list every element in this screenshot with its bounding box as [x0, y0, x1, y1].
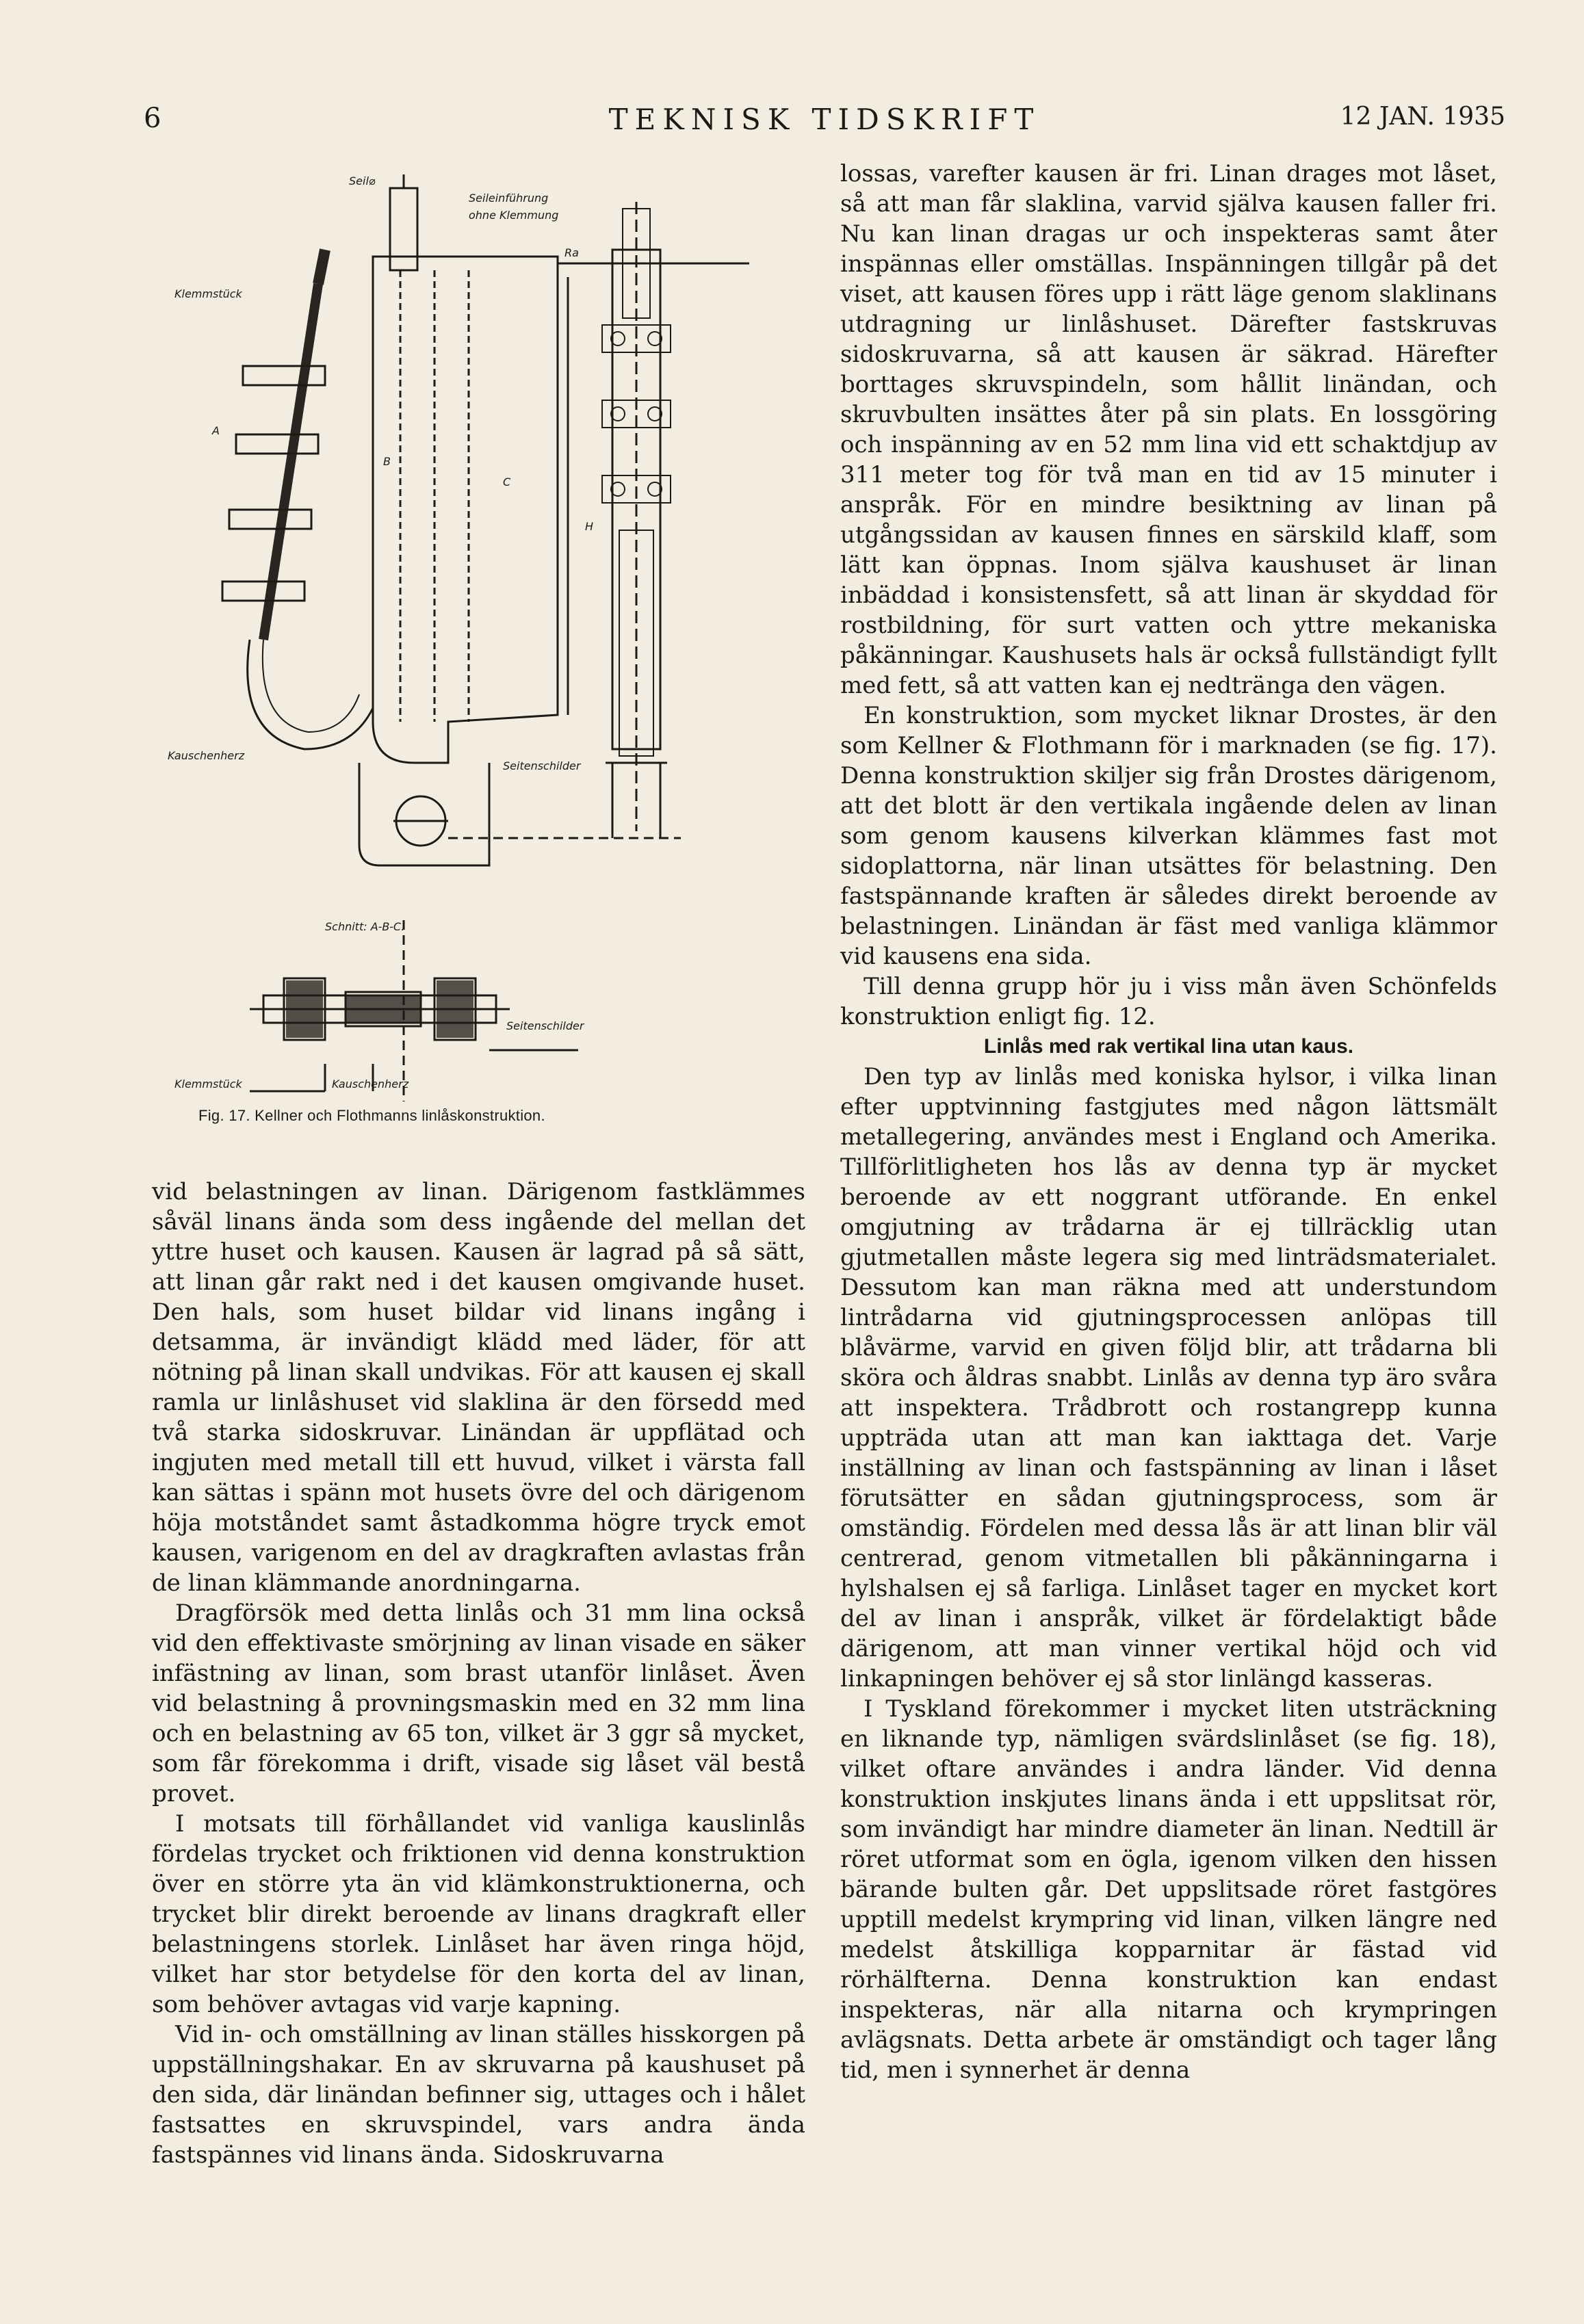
label-klemmstuck-2: Klemmstück — [174, 1078, 242, 1091]
paragraph: Till denna grupp hör ju i viss mån även Schönfelds konstruktion enligt fig. 12. — [840, 973, 1497, 1030]
label-ohne-klemmung: ohne Klemmung — [469, 209, 559, 222]
journal-title: TEKNISK TIDSKRIFT — [608, 103, 1041, 136]
paragraph: I Tyskland förekommer i mycket liten utsträckning en liknande typ, nämligen svärdslinlåset (se fig. 18), vilket oftare användes i andra länder. Vid denna konstruktion inskjutes linans ända i ett uppslitsat rör, som invändigt har mindre diameter än linan. Nedtill är röret utformat som en ögla, igenom vilken den hissen bärande bulten går. Det uppslitsade röret fastgöres upptill medelst krympring vid linan, vilken längre ned medelst åtskilliga kopparnitar är fästad vid rörhälfterna. Denna konstruktion kan endast inspekteras, när alla nitarna och krympringen avlägsnats. Detta arbete är omständigt och tager lång tid, men i synnerhet är denna — [840, 1695, 1497, 2084]
technical-drawing — [147, 147, 831, 1101]
left-column — [152, 1177, 805, 2170]
paragraph: En konstruktion, som mycket liknar Drostes, är den som Kellner & Flothmann för i marknaden (se fig. 17). Denna konstruktion skiljer sig från Drostes därigenom, att det blott är den vertikala ingående delen av linan som genom kausens kilverkan klämmes fast mot sidoplattorna, när linan utsättes för belastning. Den fastspännande kraften är således direkt beroende av belastningen. Linändan är fäst med vanliga klämmor vid kausens ena sida. — [840, 702, 1497, 970]
label-c: C — [503, 475, 511, 488]
label-schnitt: Schnitt: A-B-C. — [325, 920, 405, 933]
label-seileinfuhrung: Seileinführung — [469, 192, 549, 205]
label-a: A — [212, 424, 220, 437]
paragraph: lossas, varefter kausen är fri. Linan drages mot låset, så att man får slaklina, varvid själva kausen faller fri. Nu kan linan dragas ur och inspekteras samt åter inspännas eller omställas. Inspänningen tillgår på det viset, att kausen föres upp i rätt läge genom slaklinans utdragning ur linlåshuset. Därefter fastskruvas sidoskruvarna, så att kausen är säkrad. Härefter borttages skruvspindeln, som hållit linändan, och skruvbulten insättes åter på sin plats. En lossgöring och inspänning av en 52 mm lina vid ett schaktdjup av 311 meter tog för två man en tid av 15 minuter i anspråk. För en mindre besiktning av linan på utgångssidan av kausen finnes en särskild klaff, som lätt kan öppnas. Inom själva kaushuset är linan inbäddad i konsistensfett, så att linan är skyddad för rostbildning, för surt vatten och yttre mekaniska påkänningar. Kaushusets hals är också fullständigt fyllt med fett, så att vatten kan ej nedtränga den vägen. — [840, 160, 1497, 699]
page-header — [144, 103, 1505, 144]
page-number: 6 — [144, 103, 161, 134]
figure-caption: Fig. 17. Kellner och Flothmanns linlåskonstruktion. — [198, 1107, 545, 1124]
label-h: H — [585, 520, 594, 533]
rope-entry — [390, 188, 417, 270]
label-seil: Seil⌀ — [349, 174, 376, 187]
issue-date: 12 JAN. 1935 — [1340, 103, 1505, 131]
paragraph: Den typ av linlås med koniska hylsor, i vilka linan efter upptvinning fastgjutes med någon lättsmält metallegering, användes mest i England och Amerika. Tillförlitligheten hos lås av denna typ är mycket beroende av ett noggrant utförande. En enkel omgjutning av trådarna är ej tillräcklig utan gjutmetallen måste legera sig med linträdsmaterialet. Dessutom kan man räkna med att understundom lintrådarna vid gjutningsprocessen anlöpas till blåvärme, varvid en given följd blir, att trådarna bli sköra och åldras snabbt. Linlås av denna typ äro svåra att inspektera. Trådbrott och rostangrepp kunna uppträda utan att man kan iakttaga det. Varje inställning av linan och fastspänning av linan i låset förutsätter en sådan gjutningsprocess, som är omständig. Fördelen med dessa lås är att linan blir väl centrerad, genom vitmetallen bli påkänningarna i hylshalsen ej så farliga. Linlåset tager en mycket kort del av linan i anspråk, vilket är fördelaktigt både därigenom, att man vinner vertikal höjd och vid linkapningen behöver ej så stor linlängd kasseras. — [840, 1063, 1497, 1693]
label-klemmstuck: Klemmstück — [174, 287, 242, 300]
figure-17 — [147, 147, 831, 1101]
section-heading: Linlås med rak vertikal lina utan kaus. — [983, 1035, 1354, 1058]
paragraph: Vid in- och omställning av linan ställes hisskorgen på uppställningshakar. En av skruvarna på kaushuset på den sida, där linändan befinner sig, uttages och i hålet fastsattes en skruvspindel, vars andra ända fastspännes vid linans ända. Sidoskruvarna — [152, 2021, 805, 2169]
label-seitenschilder: Seitenschilder — [503, 759, 581, 772]
paragraph: vid belastningen av linan. Därigenom fastklämmes såväl linans ända som dess ingående del mellan det yttre huset och kausen. Kausen är lagrad på så sätt, att linan går rakt ned i det kausen omgivande huset. Den hals, som huset bildar vid linans ingång i detsamma, är invändigt klädd med läder, för att nötning på linan skall undvikas. För att kausen ej skall ramla ur linlåshuset vid slaklina är den försedd med två starka sidoskruvar. Linändan är uppflätad och ingjuten med metall till ett huvud, vilket i värsta fall kan sättas i spänn mot husets övre del och därigenom höja motståndet samt åstadkomma högre tryck emot kausen, varigenom en del av dragkraften avlastas från de linan klämmande anordningarna. — [152, 1178, 805, 1597]
label-b: B — [383, 455, 391, 468]
paragraph: I motsats till förhållandet vid vanliga kauslinlås fördelas trycket och friktionen vid denna konstruktion över en större yta än vid klämkonstruktionerna, och trycket blir direkt beroende av linans dragkraft eller belastningens storlek. Linlåset har även ringa höjd, vilket har stor betydelse för den korta del av linan, som behöver avtagas vid varje kapning. — [152, 1810, 805, 2018]
label-seitenschilder-2: Seitenschilder — [506, 1019, 584, 1032]
label-ra: Ra — [564, 246, 579, 259]
paragraph: Dragförsök med detta linlås och 31 mm lina också vid den effektivaste smörjning av linan visade en säker infästning av linan, som brast utanför linlåset. Även vid belastning å provningsmaskin med en 32 mm lina och en belastning av 65 ton, vilket är 3 ggr så mycket, som får förekomma i drift, visade sig låset väl bestå provet. — [152, 1600, 805, 1807]
label-kauschenherz-2: Kauschenherz — [332, 1078, 409, 1091]
right-column — [840, 159, 1497, 2085]
label-kauschenherz: Kauschenherz — [168, 749, 245, 762]
